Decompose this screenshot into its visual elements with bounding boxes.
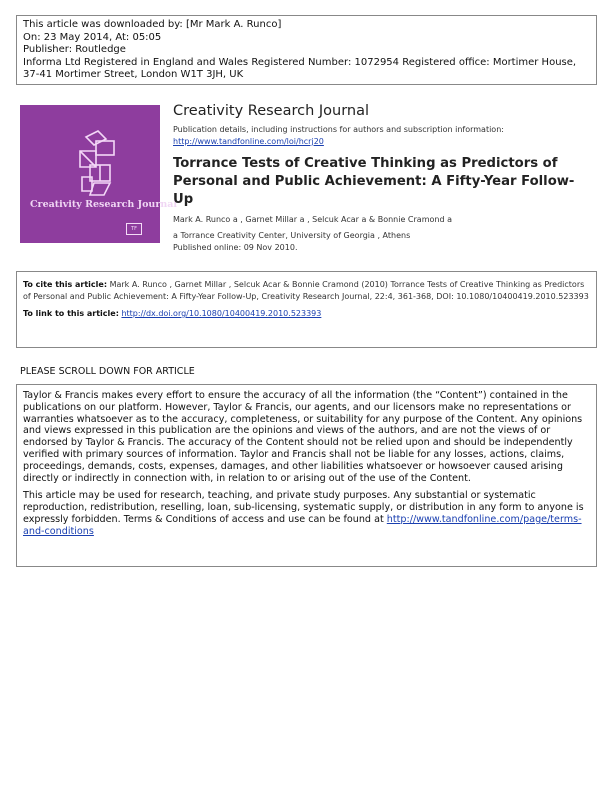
publisher: Publisher: Routledge (23, 44, 126, 55)
disclaimer-paragraph: Taylor & Francis makes every effort to ensure the accuracy of all the information (the “Content”) contained in the publications on our platform. However, Taylor & Francis, our agents, and our licensors make no representations or warranties whatsoever as to the accuracy, completeness, or suitability for any purpose of the Content. Any opinions and views expressed in this publication are the opinions and views of the authors, and are not the views of or endorsed by Taylor & Francis. The accuracy of the Content should not be relied upon and should be independently verified with primary sources of information. Taylor and Francis shall not be liable for any losses, actions, claims, proceedings, demands, costs, expenses, damages, and other liabilities whatsoever or howsoever caused arising directly or indirectly in connection with, in relation to or arising out of the use of the Content. (23, 390, 583, 484)
download-line: This article was downloaded by: [Mr Mark A. Runco] (23, 19, 282, 30)
download-date: On: 23 May 2014, At: 05:05 (23, 31, 162, 43)
registration-info: Informa Ltd Registered in England and Wales Registered Number: 1072954 Registered office: Mortimer House, (23, 56, 577, 68)
authors: Mark A. Runco a , Garnet Millar a , Selcuk Acar a & Bonnie Cramond a (173, 215, 452, 224)
article-title: Torrance Tests of Creative Thinking as Predictors of Personal and Public Achievement: A Fifty-Year Follow-Up (173, 156, 575, 207)
journal-title: Creativity Research Journal (173, 103, 370, 119)
doi-link[interactable]: http://dx.doi.org/10.1080/10400419.2010.523393 (121, 309, 322, 318)
download-info-box (16, 15, 597, 85)
cite-row (23, 279, 590, 303)
affiliation: a Torrance Creativity Center, University of Georgia , Athens (173, 231, 411, 240)
publication-details: Publication details, including instructions for authors and subscription information: (173, 125, 504, 134)
registered-address: 37-41 Mortimer Street, London W1T 3JH, UK (23, 69, 244, 80)
cite-label: To cite this article: (23, 280, 108, 289)
cite-text: Mark A. Runco , Garnet Millar , Selcuk Acar & Bonnie Cramond (2010) Torrance Tests of Creative Thinking as Predictors of Personal and Public Achievement: A Fifty-Year Follow-Up, Creativity Research Journal, 22:4, 361-368, DOI: 10.1080/10400419.2010.523393 (23, 280, 589, 301)
journal-link[interactable]: http://www.tandfonline.com/loi/hcrj20 (173, 137, 324, 146)
journal-cover-image (20, 105, 178, 243)
scroll-notice: PLEASE SCROLL DOWN FOR ARTICLE (20, 366, 195, 377)
terms-box (16, 384, 597, 567)
citation-box (16, 271, 597, 348)
usage-paragraph (23, 490, 590, 537)
cover-title: Creativity Research Journal (30, 199, 178, 210)
link-label: To link to this article: (23, 309, 119, 318)
link-row (23, 308, 590, 320)
publisher-logo-icon: TF (126, 223, 142, 235)
terms-link[interactable]: http://www.tandfonline.com/page/terms-and-conditions (23, 513, 582, 537)
published-date: Published online: 09 Nov 2010. (173, 243, 298, 252)
usage-text: This article may be used for research, teaching, and private study purposes. Any substantial or systematic reproduction, redistribution, reselling, loan, sub-licensing, systematic supply, or distribution in any form to anyone is expressly forbidden. Terms & Conditions of access and use can be found at (23, 490, 584, 525)
